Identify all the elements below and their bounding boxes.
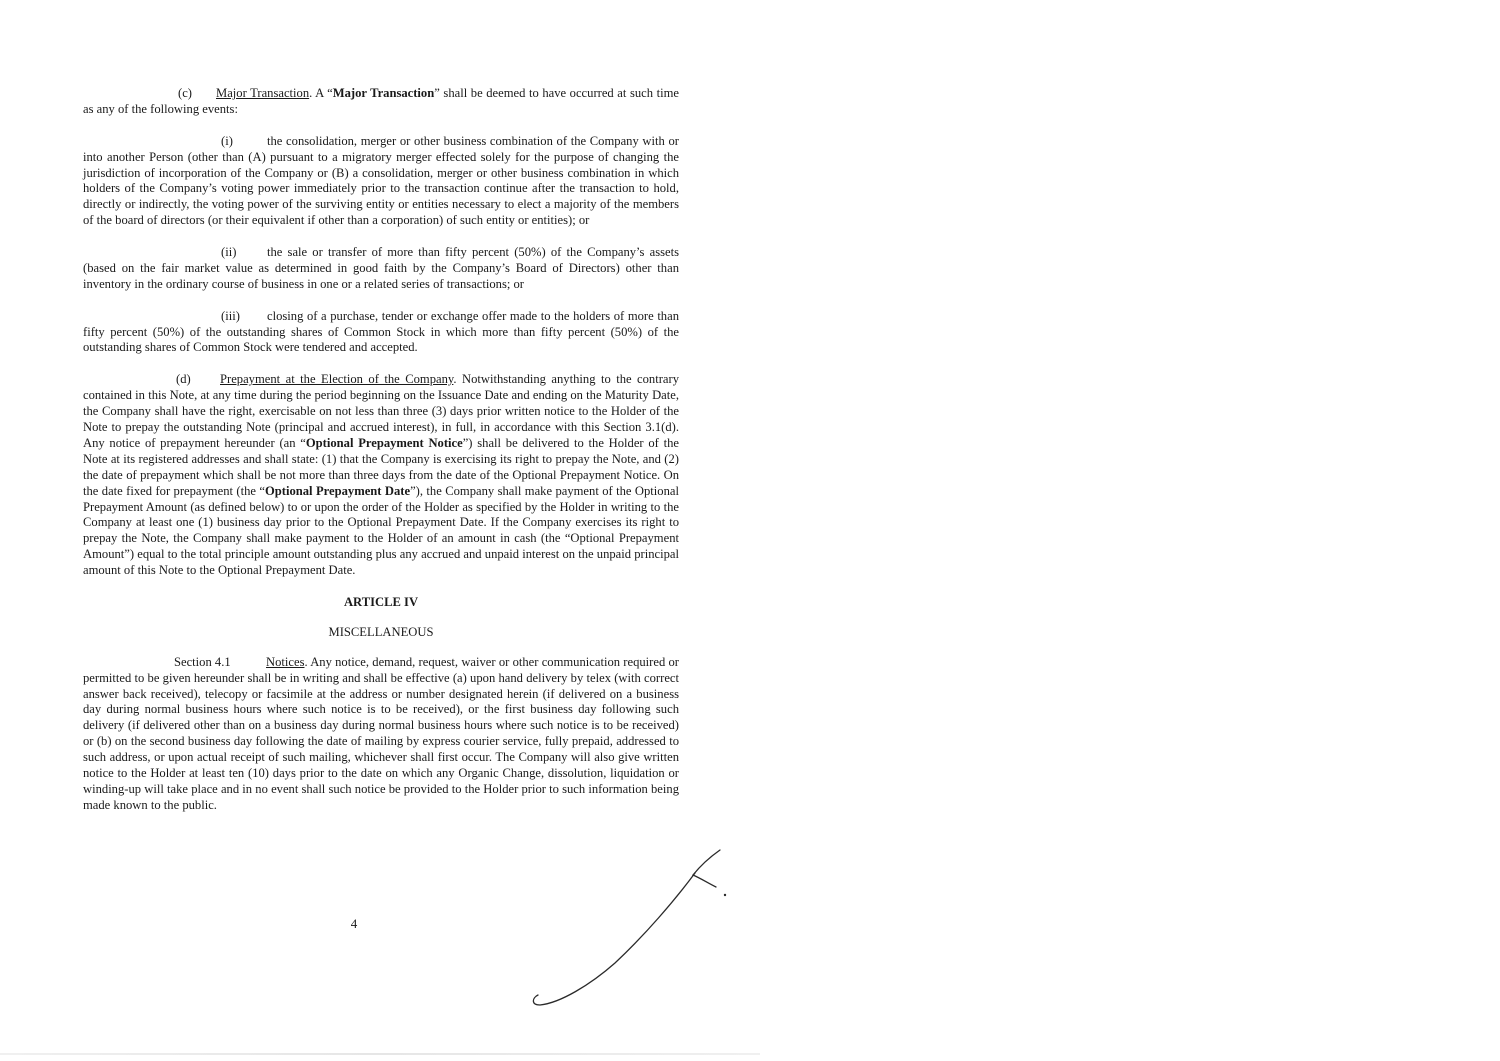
paragraph-c-label: (c) <box>178 86 192 100</box>
section-4-1-heading: Notices <box>266 654 305 669</box>
paragraph-d-label: (d) <box>176 372 191 387</box>
paragraph-d-text-c: ”), the Company shall make payment of the Optional Prepayment Amount (as defined below) to or upon the order of the Holder as specified by the Holder in writing to the Company at least one (1) business day prior to the Optional Prepayment Date. If the Company exercises its right to prepay the Note, the Company shall make payment to the Holder of an amount in cash (the “Optional Prepayment Amount”) equal to the total principle amount outstanding plus any accrued and unpaid interest on the unpaid principal amount of this Note to the Optional Prepayment Date. <box>83 483 679 578</box>
paragraph-i <box>83 134 679 229</box>
paragraph-d-text-a: . Notwithstanding anything to the contrary contained in this Note, at any time during the period beginning on the Issuance Date and ending on the Maturity Date, the Company shall have the right, exercisable on not less than three (3) days prior written notice to the Holder of the Note to prepay the outstanding Note (principal and accrued interest), in full, in accordance with this Section 3.1(d). Any notice of prepayment hereunder (an “ <box>83 372 680 450</box>
handwritten-signature <box>525 845 735 1010</box>
paragraph-c-text-a: . A “ <box>309 86 333 100</box>
scan-edge <box>0 1053 760 1055</box>
paragraph-iii <box>83 309 679 357</box>
paragraph-d-bold-2: Optional Prepayment Date <box>264 483 411 498</box>
article-title: ARTICLE IV <box>343 594 419 609</box>
section-4-1-label: Section 4.1 <box>174 654 231 669</box>
paragraph-i-text: the consolidation, merger or other business combination of the Company with or into another Person (other than (A) pursuant to a migratory merger effected solely for the purpose of changing the jurisdiction of incorporation of the Company or (B) a consolidation, merger or other business combination in which holders of the Company’s voting power immediately prior to the transaction continue after the transaction to hold, directly or indirectly, the voting power of the surviving entity or entities necessary to elect a majority of the members of the board of directors (or their equivalent if other than a corporation) of such entity or entities); or <box>83 133 679 228</box>
paragraph-d-bold-1: Optional Prepayment Notice <box>305 435 463 450</box>
section-4-1 <box>83 655 679 814</box>
paragraph-iii-label: (iii) <box>221 308 240 323</box>
paragraph-c-text-b: ” shall be deemed to have occurred at such time as any of the following events: <box>83 86 679 116</box>
paragraph-i-label: (i) <box>221 133 233 148</box>
paragraph-ii-text: the sale or transfer of more than fifty percent (50%) of the Company’s assets (based on the fair market value as determined in good faith by the Company’s Board of Directors) other than inventory in the ordinary course of business in one or a related series of transactions; or <box>83 245 679 291</box>
paragraph-iii-text: closing of a purchase, tender or exchange offer made to the holders of more than fifty percent (50%) of the outstanding shares of Common Stock in which more than fifty percent (50%) of the outstanding shares of Common Stock were tendered and accepted. <box>83 308 679 355</box>
paragraph-d-heading: Prepayment at the Election of the Company <box>220 372 454 387</box>
paragraph-ii <box>83 245 679 293</box>
paragraph-c-bold-term: Major Transaction <box>332 86 435 100</box>
document-page <box>83 86 679 814</box>
section-4-1-text: . Any notice, demand, request, waiver or other communication required or permitted to be given hereunder shall be in writing and shall be effective (a) upon hand delivery by telex (with correct answer back received), telecopy or facsimile at the address or number designated herein (if delivered on a business day during normal business hours where such notice is to be received), or the first business day following such delivery (if delivered other than on a business day during normal business hours where such notice is to be received) or (b) on the second business day following the date of mailing by express courier service, fully prepaid, addressed to such address, or upon actual receipt of such mailing, whichever shall first occur. The Company will also give written notice to the Holder at least ten (10) days prior to the date on which any Organic Change, dissolution, liquidation or winding-up will take place and in no event shall such notice be provided to the Holder prior to such information being made known to the public. <box>83 654 679 812</box>
paragraph-c-heading: Major Transaction <box>216 86 310 100</box>
paragraph-c <box>83 86 679 118</box>
article-subtitle: MISCELLANEOUS <box>328 624 434 639</box>
paragraph-d-text-b: ”) shall be delivered to the Holder of the Note at its registered addresses and shall state: (1) that the Company is exercising its right to prepay the Note, and (2) the date of prepayment which shall be not more than three days from the date of the Optional Prepayment Notice. On the date fixed for prepayment (the “ <box>83 435 679 498</box>
page-number: 4 <box>350 916 358 931</box>
paragraph-ii-label: (ii) <box>221 245 237 260</box>
paragraph-d <box>83 372 679 579</box>
